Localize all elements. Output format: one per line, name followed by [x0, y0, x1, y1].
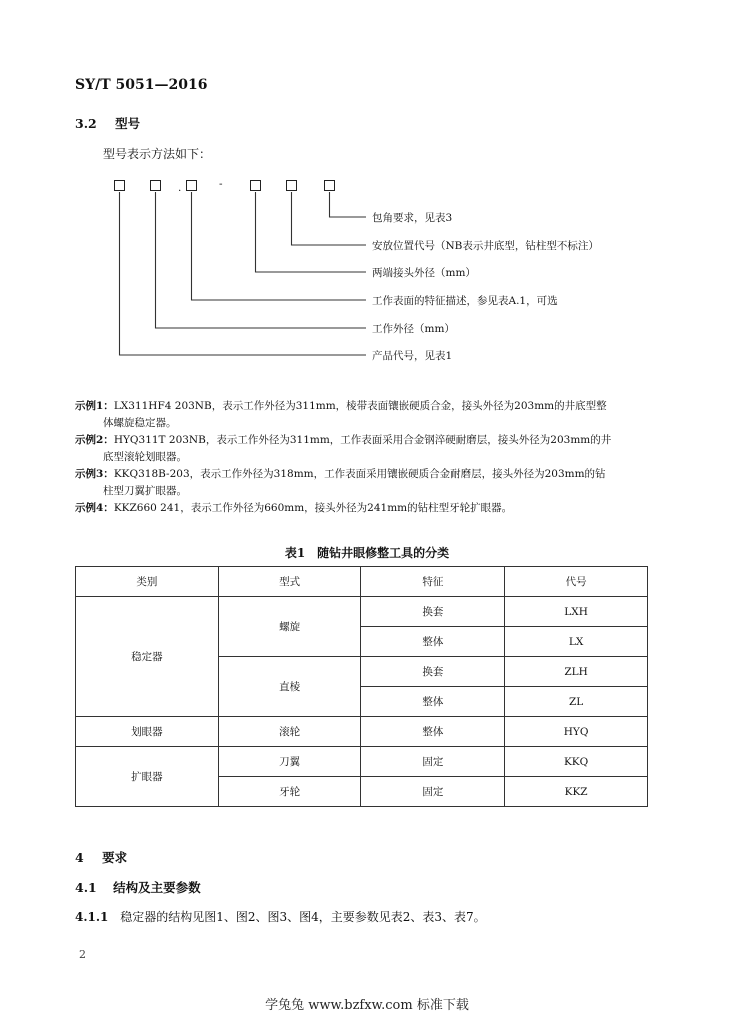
type-cell: 刀翼	[218, 747, 361, 777]
section-number: 4	[75, 850, 84, 865]
type-cell: 牙轮	[218, 777, 361, 807]
diagram-label: 产品代号，见表1	[372, 350, 453, 362]
type-cell: 滚轮	[218, 717, 361, 747]
example-3	[75, 466, 606, 483]
table-header-cell: 型式	[218, 567, 361, 597]
example-label: 示例1：	[75, 400, 114, 412]
code-cell: HYQ	[505, 717, 648, 747]
example-label: 示例4：	[75, 502, 114, 514]
code-cell: KKQ	[505, 747, 648, 777]
example-2	[75, 432, 611, 449]
feature-cell: 整体	[361, 687, 505, 717]
example-label: 示例3：	[75, 468, 114, 480]
diagram-label: 安放位置代号（NB表示井底型，钻柱型不标注）	[372, 240, 599, 252]
example-text: KKQ318B-203，表示工作外径为318mm，工作表面采用镶嵌硬质合金耐磨层，接头外径为203mm的钻	[113, 468, 606, 480]
separator-dash: -	[219, 178, 223, 190]
table-header-cell: 代号	[505, 567, 648, 597]
type-cell: 螺旋	[218, 597, 361, 657]
table-row	[76, 747, 648, 777]
section-title: 结构及主要参数	[113, 880, 201, 895]
example-2-cont: 底型滚轮划眼器。	[103, 451, 187, 463]
feature-cell: 整体	[361, 627, 505, 657]
section-number: 3.2	[75, 116, 97, 131]
code-cell: KKZ	[505, 777, 648, 807]
category-cell: 扩眼器	[76, 747, 219, 807]
diagram-label: 工作表面的特征描述，参见表A.1，可选	[372, 295, 558, 307]
section-4-heading	[75, 848, 127, 866]
section-title: 型号	[115, 116, 141, 131]
code-cell: LXH	[505, 597, 648, 627]
example-4	[75, 500, 512, 517]
table-row	[76, 597, 648, 627]
code-cell: ZLH	[505, 657, 648, 687]
example-1	[75, 398, 607, 415]
feature-cell: 换套	[361, 597, 505, 627]
section-number: 4.1	[75, 880, 97, 895]
paragraph-text: 稳定器的结构见图1、图2、图3、图4，主要参数见表2、表3、表7。	[120, 910, 486, 924]
category-cell: 划眼器	[76, 717, 219, 747]
example-text: HYQ311T 203NB，表示工作外径为311mm，工作表面采用合金钢淬硬耐磨层，接头外径为203mm的井	[113, 434, 612, 446]
example-label: 示例2：	[75, 434, 114, 446]
table-header-row	[76, 567, 648, 597]
table-header-cell: 类别	[76, 567, 219, 597]
separator-dot: .	[178, 182, 182, 194]
section-4-1-1-paragraph	[75, 908, 486, 925]
feature-cell: 换套	[361, 657, 505, 687]
category-cell: 稳定器	[76, 597, 219, 717]
table-row	[76, 717, 648, 747]
feature-cell: 固定	[361, 747, 505, 777]
diagram-label: 包角要求，见表3	[372, 212, 453, 224]
feature-cell: 固定	[361, 777, 505, 807]
example-3-cont: 柱型刀翼扩眼器。	[103, 485, 187, 497]
code-cell: LX	[505, 627, 648, 657]
standard-number: SY/T 5051—2016	[75, 77, 208, 93]
table-caption: 表1 随钻井眼修整工具的分类	[284, 546, 450, 560]
section-4-1-heading	[75, 878, 201, 896]
feature-cell: 整体	[361, 717, 505, 747]
footer-watermark: 学兔兔 www.bzfxw.com 标准下载	[265, 998, 469, 1013]
example-1-cont: 体螺旋稳定器。	[103, 417, 177, 429]
example-text: LX311HF4 203NB，表示工作外径为311mm，棱带表面镶嵌硬质合金，接头外径为203mm的井底型整	[113, 400, 607, 412]
diagram-label: 两端接头外径（mm）	[372, 267, 476, 279]
code-cell: ZL	[505, 687, 648, 717]
page-number: 2	[79, 948, 86, 961]
leader-lines	[0, 0, 734, 400]
section-number: 4.1.1	[75, 910, 109, 924]
table-header-cell: 特征	[361, 567, 505, 597]
type-cell: 直棱	[218, 657, 361, 717]
example-text: KKZ660 241，表示工作外径为660mm，接头外径为241mm的钻柱型牙轮扩眼器。	[113, 502, 513, 514]
section-title: 要求	[102, 850, 128, 865]
classification-table	[75, 566, 648, 807]
diagram-label: 工作外径（mm）	[372, 323, 455, 335]
model-intro-text: 型号表示方法如下：	[103, 147, 212, 161]
